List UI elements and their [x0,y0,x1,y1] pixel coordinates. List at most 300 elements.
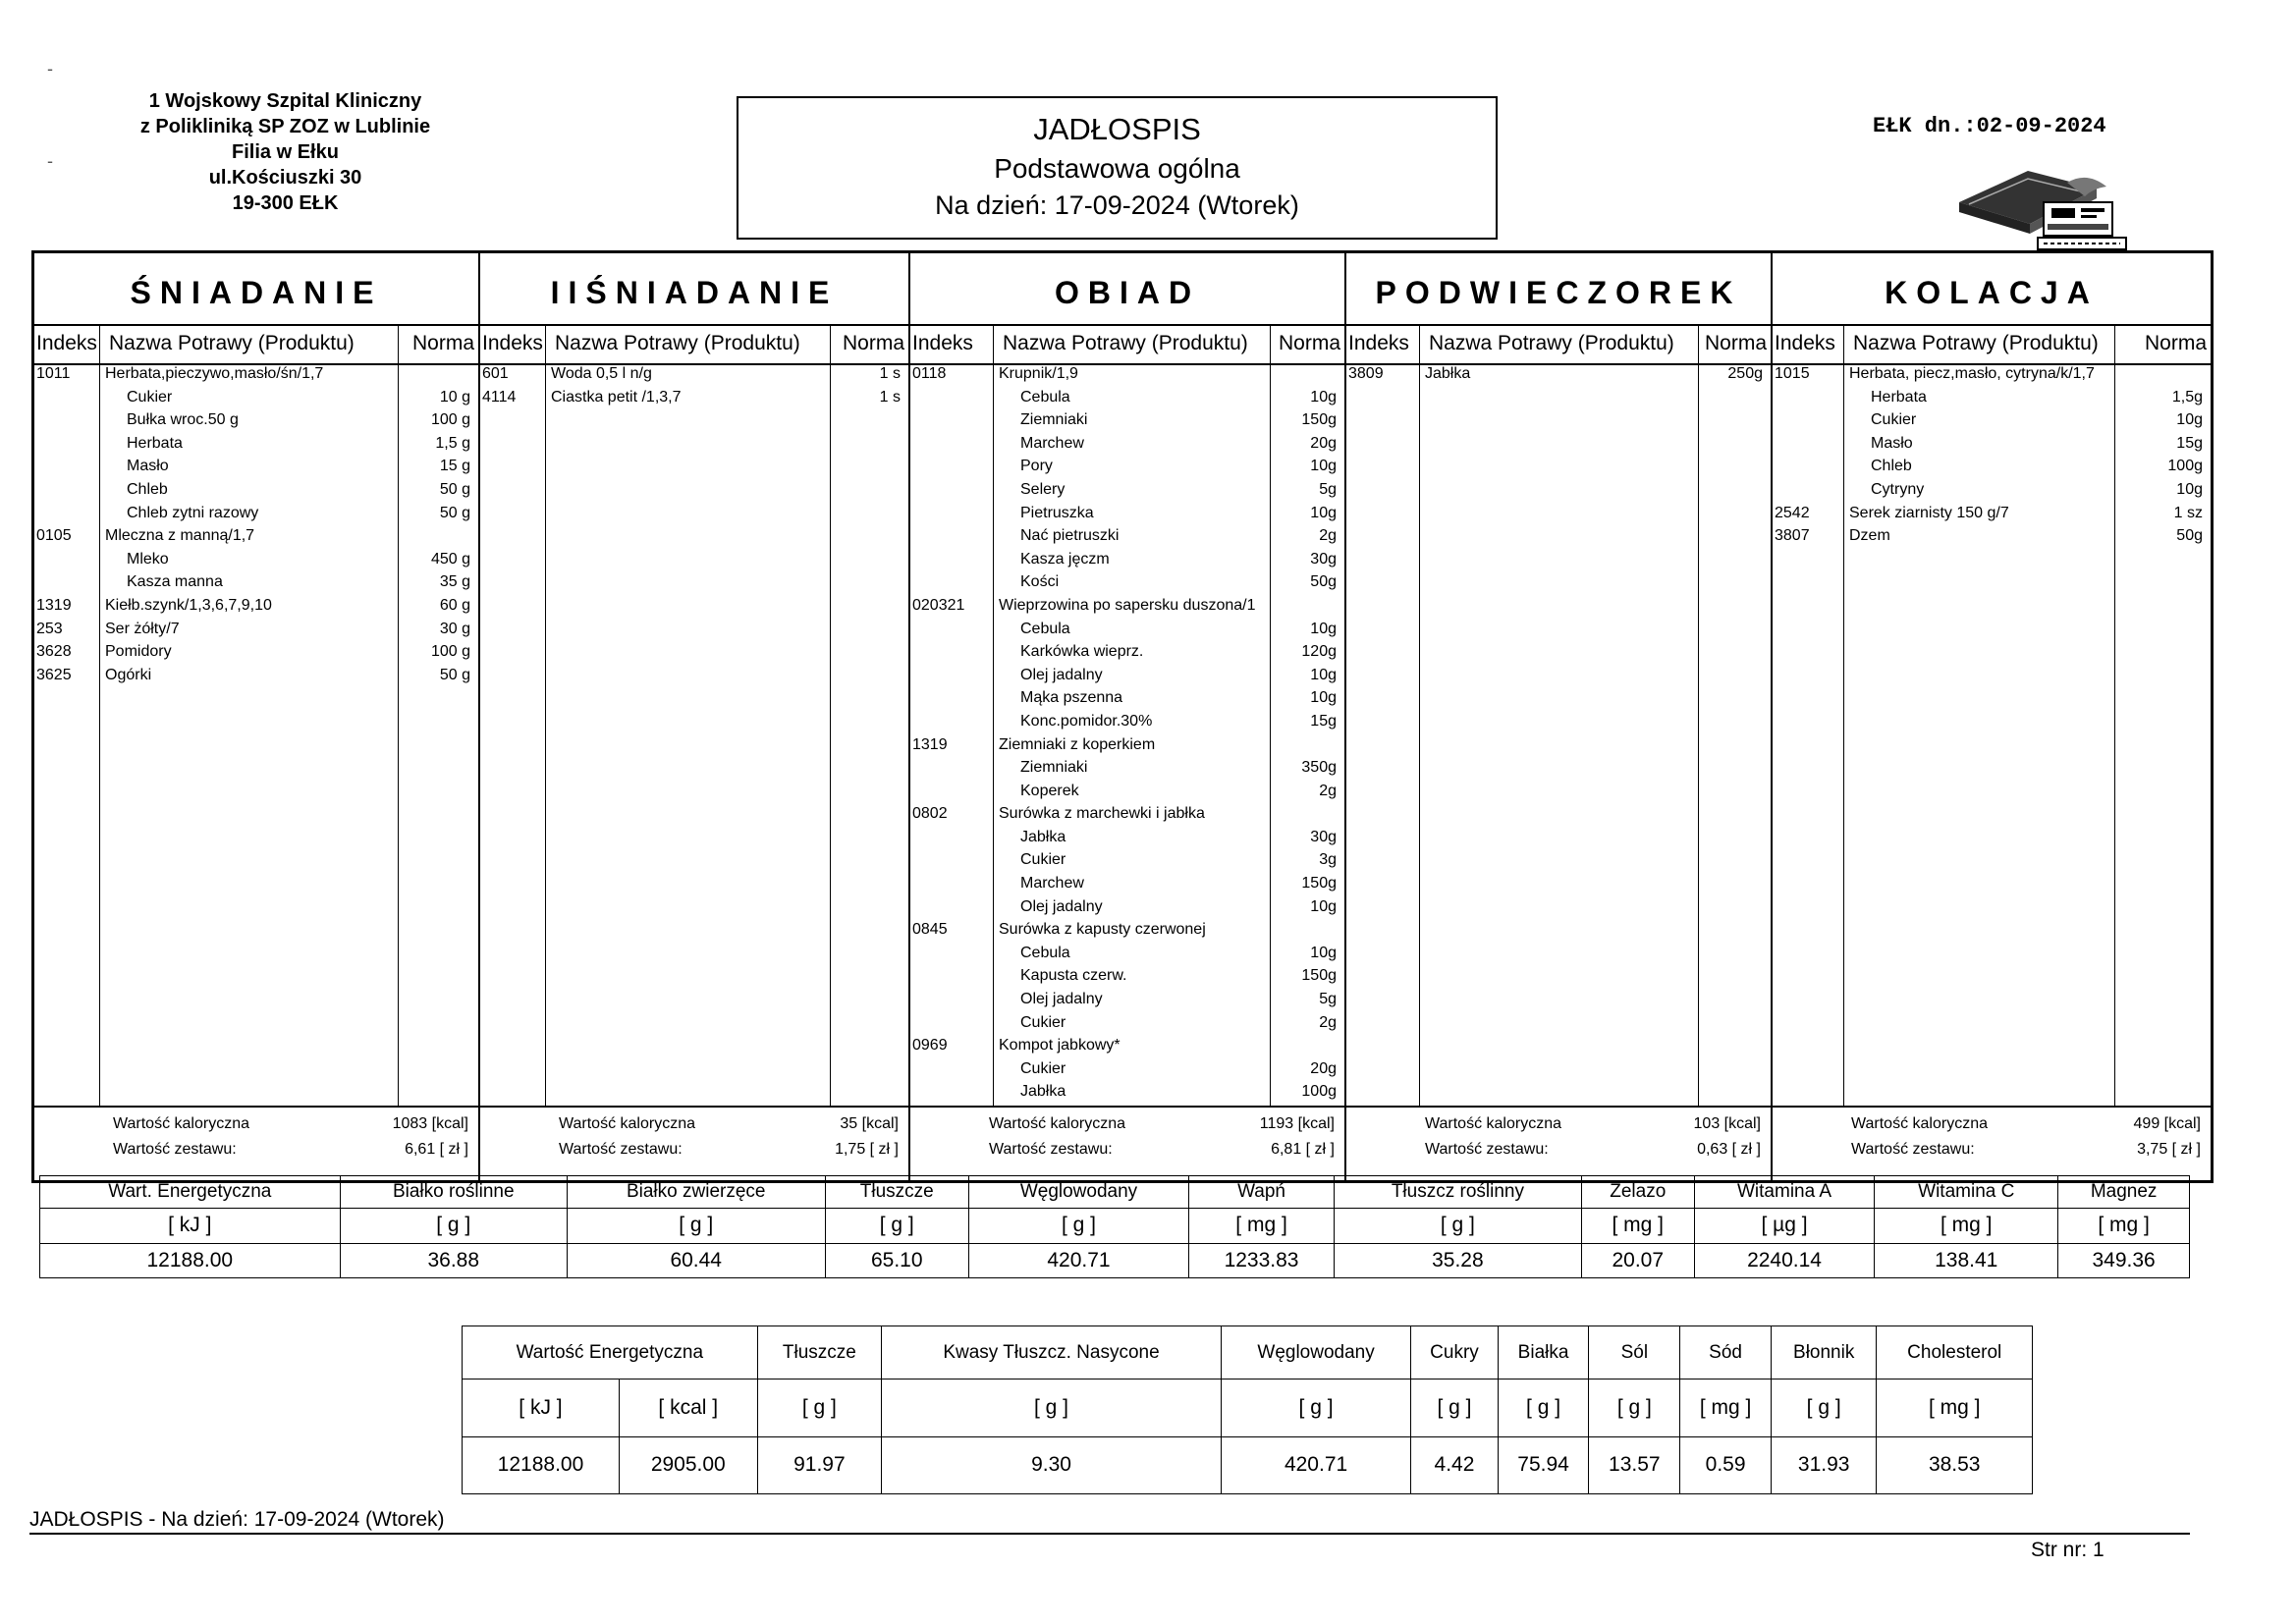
row-name: Cukier [1871,411,1917,429]
nutrient-unit: [ g ] [1221,1380,1410,1436]
meal-title: ŚNIADANIE [130,275,383,310]
nutrient-header: Tłuszcze [757,1326,882,1380]
menu-row [1346,365,1771,389]
menu-row [34,365,478,389]
row-name: Cukier [1020,851,1066,869]
nutrient-value: 75.94 [1498,1436,1589,1493]
hospital-line: Filia w Ełku [232,141,339,163]
name-header: Nazwa Potrawy (Produktu) [555,332,800,354]
menu-row [910,621,1344,644]
nutrient-value: 138.41 [1875,1243,2058,1278]
row-name: Surówka z marchewki i jabłka [999,805,1205,823]
kcal-label: Wartość kaloryczna [113,1115,249,1132]
row-index: 4114 [482,388,517,406]
nutrient-unit: [ µg ] [1694,1209,1874,1243]
issue-date: EŁK dn.:02-09-2024 [1873,114,2106,138]
row-name: Krupnik/1,9 [999,365,1078,382]
meal-totals [1773,1106,2211,1180]
row-norm: 450 g [430,550,470,568]
meal-column [908,253,1344,1180]
menu-row [1773,481,2211,505]
menu-row [910,365,1344,389]
meal-column [478,253,908,1180]
cost-value: 6,81 [ zł ] [1271,1141,1335,1158]
menu-row [910,829,1344,852]
nutrient-value: 12188.00 [40,1243,341,1278]
menu-row [910,1037,1344,1060]
row-norm: 1 s [879,388,901,406]
menu-row [910,945,1344,968]
menu-row [910,967,1344,991]
row-index: 2542 [1775,504,1810,521]
menu-row [910,713,1344,736]
row-name: Herbata [1871,388,1927,406]
row-name: Cukier [1020,1059,1066,1077]
row-index: 1015 [1775,365,1810,382]
row-norm: 2g [1319,527,1337,545]
nutrition-grid-1 [39,1175,2190,1278]
row-name: Jabłka [1425,365,1471,382]
nutrient-unit: [ kJ ] [40,1209,341,1243]
menu-row [910,435,1344,459]
row-index: 1319 [36,596,72,614]
document-title: JADŁOSPIS [1033,112,1201,146]
row-name: Ziemniaki [1020,411,1088,429]
row-name: Chleb zytni razowy [127,504,259,521]
row-norm: 5g [1319,480,1337,498]
menu-row [910,1014,1344,1038]
menu-row [34,481,478,505]
norm-header: Norma [1704,332,1767,354]
nutrient-unit: [ g ] [1589,1380,1680,1436]
kcal-label: Wartość kaloryczna [989,1115,1125,1132]
row-name: Cukier [1020,1013,1066,1031]
menu-row [34,389,478,412]
menu-row [480,389,908,412]
row-norm: 10g [2176,480,2203,498]
nutrient-value: 2905.00 [619,1436,757,1493]
cost-label: Wartość zestawu: [989,1141,1113,1158]
nutrient-header: Wart. Energetyczna [40,1176,341,1209]
row-name: Dzem [1849,527,1890,545]
row-name: Ziemniaki [1020,759,1088,777]
row-norm: 35 g [439,573,470,591]
menu-date: Na dzień: 17-09-2024 (Wtorek) [935,190,1299,220]
row-name: Konc.pomidor.30% [1020,712,1153,730]
kcal-label: Wartość kaloryczna [559,1115,695,1132]
menu-row [1773,411,2211,435]
nutrition-unit-row [463,1380,2033,1436]
nutrient-header: Sód [1680,1326,1772,1380]
menu-row [910,689,1344,713]
nutrient-unit: [ mg ] [2058,1209,2190,1243]
index-header: Indeks [912,332,973,354]
menu-row [910,573,1344,597]
nutrient-header: Białko roślinne [340,1176,567,1209]
menu-row [910,851,1344,875]
nutrient-unit: [ mg ] [1877,1380,2033,1436]
row-name: Olej jadalny [1020,666,1103,683]
row-norm: 10g [1310,944,1337,961]
row-name: Mąka pszenna [1020,689,1123,707]
row-name: Chleb [127,480,168,498]
nutrient-header: Węglowodany [1221,1326,1410,1380]
menu-row [1773,527,2211,551]
menu-row [910,1083,1344,1107]
nutrient-unit: [ mg ] [1188,1209,1334,1243]
menu-row [910,481,1344,505]
nutrient-header: Tłuszcze [825,1176,969,1209]
nutrient-header: Węglowodany [969,1176,1189,1209]
kcal-value: 35 [kcal] [840,1115,899,1132]
menu-row [1773,365,2211,389]
nutrient-unit: [ mg ] [1680,1380,1772,1436]
row-norm: 20g [1310,1059,1337,1077]
meal-totals [1346,1106,1771,1180]
nutrient-value: 0.59 [1680,1436,1772,1493]
row-name: Masło [127,458,169,475]
row-norm: 1 sz [2173,504,2203,521]
row-norm: 1,5 g [435,434,470,452]
nutrient-value: 12188.00 [463,1436,620,1493]
nutrition-table-1 [39,1175,2190,1278]
row-name: Mleczna z manną/1,7 [105,527,255,545]
norm-header: Norma [842,332,904,354]
menu-row [1773,458,2211,481]
nutrient-header: Wartość Energetyczna [463,1326,758,1380]
menu-row [34,621,478,644]
nutrient-unit: [ g ] [969,1209,1189,1243]
meal-column [1344,253,1771,1180]
column-headers [910,324,1344,365]
row-norm: 10g [1310,458,1337,475]
nutrient-unit: [ g ] [882,1380,1222,1436]
row-norm: 150g [1301,875,1337,893]
nutrition-unit-row [40,1209,2190,1243]
row-norm: 100g [2167,458,2203,475]
row-name: Selery [1020,480,1066,498]
row-name: Olej jadalny [1020,897,1103,915]
row-name: Cebula [1020,944,1070,961]
row-norm: 60 g [439,596,470,614]
meal-rows [910,365,1344,1107]
row-norm: 20g [1310,434,1337,452]
nutrient-value: 13.57 [1589,1436,1680,1493]
row-name: Kasza jęczm [1020,550,1110,568]
menu-row [910,505,1344,528]
menu-row [910,759,1344,783]
index-header: Indeks [1348,332,1409,354]
column-divider [830,324,831,1108]
row-name: Cukier [127,388,173,406]
hospital-line: ul.Kościuszki 30 [208,167,362,189]
row-name: Koperek [1020,782,1079,799]
menu-row [910,1060,1344,1084]
meal-rows [1773,365,2211,551]
hospital-line: 1 Wojskowy Szpital Kliniczny [148,90,422,112]
row-norm: 10 g [439,388,470,406]
row-norm: 150g [1301,411,1337,429]
index-header: Indeks [482,332,543,354]
row-norm: 15g [2176,434,2203,452]
nutrient-unit: [ g ] [1771,1380,1877,1436]
menu-row [910,597,1344,621]
meal-rows [34,365,478,689]
norm-header: Norma [1278,332,1340,354]
meal-title: PODWIECZOREK [1375,275,1742,310]
menu-row [34,411,478,435]
menu-row [910,411,1344,435]
row-norm: 10g [1310,504,1337,521]
name-header: Nazwa Potrawy (Produktu) [1003,332,1248,354]
row-index: 020321 [912,596,965,614]
footer-divider [29,1533,2190,1535]
row-norm: 10g [1310,689,1337,707]
menu-row [910,991,1344,1014]
row-name: Ziemniaki z koperkiem [999,735,1156,753]
menu-row [34,551,478,574]
kcal-value: 103 [kcal] [1693,1115,1761,1132]
scan-mark: - [47,59,53,79]
row-name: Jabłka [1020,1083,1066,1101]
index-header: Indeks [1775,332,1835,354]
nutrient-header: Białko zwierzęce [567,1176,825,1209]
nutrient-header: Kwasy Tłuszcz. Nasycone [882,1326,1222,1380]
nutrient-header: Magnez [2058,1176,2190,1209]
nutrient-unit: [ kJ ] [463,1380,620,1436]
nutrition-header-row [40,1176,2190,1209]
menu-row [34,527,478,551]
nutrient-unit: [ g ] [567,1209,825,1243]
column-divider [545,324,546,1108]
meal-title: IIŚNIADANIE [550,275,839,310]
row-name: Cytryny [1871,480,1925,498]
row-name: Nać pietruszki [1020,527,1120,545]
row-name: Ciastka petit /1,3,7 [551,388,682,406]
row-norm: 10g [1310,666,1337,683]
nutrient-unit: [ g ] [825,1209,969,1243]
row-norm: 1,5g [2171,388,2203,406]
row-index: 3628 [36,643,72,661]
nutrient-value: 9.30 [882,1436,1222,1493]
menu-row [34,667,478,690]
row-name: Herbata,pieczywo,masło/śn/1,7 [105,365,324,382]
menu-row [910,643,1344,667]
kcal-label: Wartość kaloryczna [1425,1115,1561,1132]
cost-label: Wartość zestawu: [1425,1141,1549,1158]
kcal-label: Wartość kaloryczna [1851,1115,1988,1132]
row-index: 3809 [1348,365,1384,382]
row-index: 3807 [1775,527,1810,545]
menu-row [910,783,1344,806]
row-norm: 250g [1727,365,1763,382]
footer-title: JADŁOSPIS - Na dzień: 17-09-2024 (Wtorek) [29,1508,445,1531]
nutrient-header: Żelazo [1581,1176,1694,1209]
nutrient-header: Witamina C [1875,1176,2058,1209]
nutrition-grid-2 [462,1325,2033,1494]
menu-row [480,365,908,389]
row-index: 0802 [912,805,948,823]
nutrient-unit: [ g ] [1498,1380,1589,1436]
row-norm: 100g [1301,1083,1337,1101]
row-norm: 30g [1310,550,1337,568]
row-name: Wieprzowina po sapersku duszona/1 [999,596,1256,614]
row-norm: 2g [1319,782,1337,799]
menu-row [910,458,1344,481]
menu-row [34,573,478,597]
nutrient-value: 2240.14 [1694,1243,1874,1278]
meal-totals [480,1106,908,1180]
meal-title: OBIAD [1054,275,1201,310]
cost-value: 6,61 [ zł ] [405,1141,468,1158]
row-index: 253 [36,620,63,637]
nutrient-value: 420.71 [969,1243,1189,1278]
nutrient-value: 4.42 [1411,1436,1498,1493]
row-norm: 1 s [879,365,901,382]
nutrient-unit: [ g ] [757,1380,882,1436]
row-index: 1011 [36,365,71,382]
nutrient-value: 91.97 [757,1436,882,1493]
row-name: Kompot jabkowy* [999,1037,1121,1055]
row-norm: 15 g [439,458,470,475]
row-name: Jabłka [1020,828,1066,845]
row-name: Ser żółty/7 [105,620,180,637]
row-norm: 10g [2176,411,2203,429]
nutrient-unit: [ g ] [1335,1209,1582,1243]
row-name: Kości [1020,573,1060,591]
menu-row [910,875,1344,898]
meal-title: KOLACJA [1885,275,2099,310]
row-norm: 350g [1301,759,1337,777]
menu-row [1773,505,2211,528]
nutrient-value: 420.71 [1221,1436,1410,1493]
row-norm: 30g [1310,828,1337,845]
row-name: Mleko [127,550,169,568]
nutrient-header: Tłuszcz roślinny [1335,1176,1582,1209]
cost-value: 3,75 [ zł ] [2137,1141,2201,1158]
menu-row [34,597,478,621]
menu-row [910,805,1344,829]
row-name: Masło [1871,434,1913,452]
row-norm: 2g [1319,1013,1337,1031]
menu-row [910,389,1344,412]
meal-rows [480,365,908,411]
row-name: Herbata, piecz,masło, cytryna/k/1,7 [1849,365,2095,382]
nutrient-header: Witamina A [1694,1176,1874,1209]
diet-name: Podstawowa ogólna [994,153,1240,184]
row-name: Chleb [1871,458,1912,475]
nutrient-value: 35.28 [1335,1243,1582,1278]
cost-value: 1,75 [ zł ] [835,1141,899,1158]
row-norm: 100 g [430,411,470,429]
menu-row [910,736,1344,760]
nutrient-header: Cukry [1411,1326,1498,1380]
kcal-value: 499 [kcal] [2133,1115,2201,1132]
row-name: Cebula [1020,388,1070,406]
row-norm: 15g [1310,712,1337,730]
row-index: 0118 [912,365,947,382]
row-name: Bułka wroc.50 g [127,411,239,429]
nutrient-value: 38.53 [1877,1436,2033,1493]
meal-table [31,250,2214,1183]
menu-row [910,921,1344,945]
hospital-line: 19-300 EŁK [232,192,339,214]
nutrient-unit: [ mg ] [1581,1209,1694,1243]
row-index: 601 [482,365,509,382]
scan-mark: - [47,151,53,171]
title-box [737,96,1498,240]
menu-row [34,435,478,459]
row-name: Pomidory [105,643,172,661]
row-norm: 10g [1310,897,1337,915]
kcal-value: 1083 [kcal] [392,1115,468,1132]
row-name: Herbata [127,434,183,452]
nutrient-header: Wapń [1188,1176,1334,1209]
menu-row [910,667,1344,690]
row-norm: 50 g [439,666,470,683]
row-norm: 50g [1310,573,1337,591]
cost-label: Wartość zestawu: [559,1141,683,1158]
column-headers [1773,324,2211,365]
hospital-line: z Polikliniką SP ZOZ w Lublinie [139,116,431,137]
row-index: 0105 [36,527,72,545]
row-norm: 150g [1301,967,1337,985]
menu-row [34,505,478,528]
row-index: 1319 [912,735,948,753]
cost-label: Wartość zestawu: [1851,1141,1975,1158]
row-name: Cebula [1020,620,1070,637]
menu-row [1773,435,2211,459]
row-norm: 10g [1310,620,1337,637]
row-name: Marchew [1020,875,1084,893]
nutrient-header: Białka [1498,1326,1589,1380]
meal-totals [34,1106,478,1180]
row-norm: 120g [1301,643,1337,661]
meal-totals [910,1106,1344,1180]
nutrition-value-row [40,1243,2190,1278]
row-norm: 50 g [439,504,470,521]
nutrient-value: 36.88 [340,1243,567,1278]
menu-row [34,643,478,667]
row-index: 0969 [912,1037,948,1055]
nutrient-header: Cholesterol [1877,1326,2033,1380]
column-divider [1419,324,1420,1108]
nutrient-unit: [ g ] [340,1209,567,1243]
index-header: Indeks [36,332,97,354]
row-index: 0845 [912,921,948,939]
row-name: Karkówka wieprz. [1020,643,1144,661]
row-norm: 100 g [430,643,470,661]
meal-column [1771,253,2211,1180]
nutrient-value: 349.36 [2058,1243,2190,1278]
nutrient-unit: [ mg ] [1875,1209,2058,1243]
row-name: Kapusta czerw. [1020,967,1127,985]
nutrition-table-2 [462,1325,2033,1494]
row-norm: 3g [1319,851,1337,869]
meal-rows [1346,365,1771,389]
book-icon [1949,163,2136,257]
row-index: 3625 [36,666,72,683]
nutrient-unit: [ g ] [1411,1380,1498,1436]
nutrient-unit: [ kcal ] [619,1380,757,1436]
row-name: Pietruszka [1020,504,1094,521]
row-norm: 50g [2176,527,2203,545]
row-name: Serek ziarnisty 150 g/7 [1849,504,2009,521]
page-number: Str nr: 1 [2031,1539,2105,1561]
menu-row [910,898,1344,922]
nutrient-value: 20.07 [1581,1243,1694,1278]
row-name: Marchew [1020,434,1084,452]
